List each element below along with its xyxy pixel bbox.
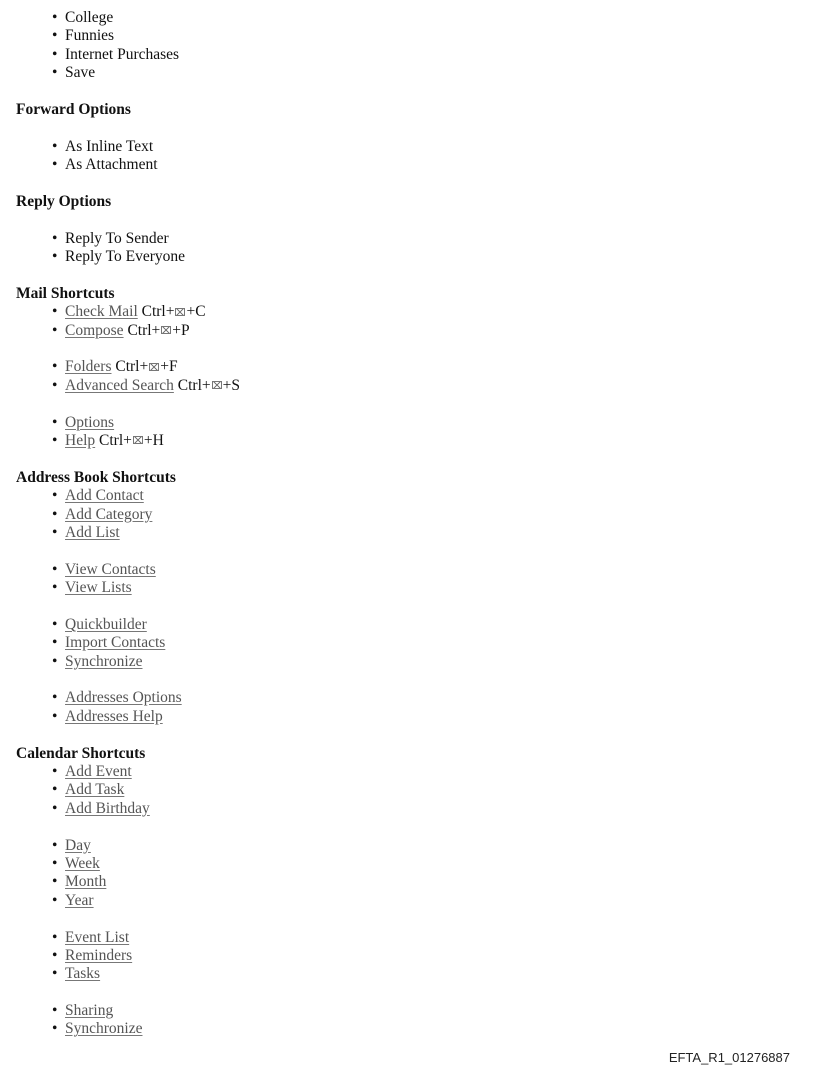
bullet: • — [52, 137, 58, 155]
bullet: • — [52, 64, 58, 82]
list-item — [16, 561, 800, 579]
bullet: • — [52, 615, 58, 633]
tasks-link[interactable]: Tasks — [65, 965, 101, 983]
spacer — [16, 450, 800, 468]
list-item — [16, 873, 800, 891]
import-contacts-link[interactable]: Import Contacts — [65, 634, 166, 652]
bullet: • — [52, 579, 58, 597]
document-body — [16, 9, 800, 1039]
spacer — [16, 542, 800, 560]
list-item — [16, 377, 800, 395]
check-mail-link[interactable]: Check Mail — [65, 303, 138, 321]
list-item — [16, 929, 800, 947]
list-item — [16, 524, 800, 542]
add-event-link[interactable]: Add Event — [65, 763, 132, 781]
bullet: • — [52, 928, 58, 946]
list-item — [16, 708, 800, 726]
bullet: • — [52, 689, 58, 707]
advanced-search-shortcut: Ctrl+ +S — [177, 376, 240, 394]
key-glyph-icon — [149, 363, 159, 371]
key-glyph-icon — [133, 436, 143, 444]
list-item[interactable] — [16, 248, 800, 266]
list-item[interactable] — [16, 230, 800, 248]
list-item[interactable] — [16, 156, 800, 174]
spacer — [16, 395, 800, 413]
spacer — [16, 910, 800, 928]
add-list-link[interactable]: Add List — [65, 523, 120, 541]
spacer — [16, 266, 800, 284]
spacer — [16, 119, 800, 137]
bullet: • — [52, 229, 58, 247]
month-link[interactable]: Month — [65, 873, 107, 891]
add-contact-link[interactable]: Add Contact — [65, 487, 144, 505]
list-item[interactable] — [16, 64, 800, 82]
week-link[interactable]: Week — [65, 854, 100, 872]
document-id-footer: EFTA_R1_01276887 — [668, 1050, 790, 1065]
add-task-link[interactable]: Add Task — [65, 781, 125, 799]
spacer — [16, 340, 800, 358]
bullet: • — [52, 303, 58, 321]
spacer — [16, 671, 800, 689]
bullet: • — [52, 27, 58, 45]
bullet: • — [52, 9, 58, 26]
bullet: • — [52, 523, 58, 541]
spacer — [16, 984, 800, 1002]
bullet: • — [52, 505, 58, 523]
folders-link[interactable]: Folders — [65, 358, 112, 376]
list-item — [16, 837, 800, 855]
addresses-help-link[interactable]: Addresses Help — [65, 707, 163, 725]
spacer — [16, 818, 800, 836]
list-item — [16, 947, 800, 965]
list-item — [16, 689, 800, 707]
list-item — [16, 800, 800, 818]
list-item — [16, 322, 800, 340]
list-item — [16, 965, 800, 983]
bullet: • — [52, 707, 58, 725]
address-book-shortcuts-heading: Address Book Shortcuts — [16, 468, 176, 486]
list-item — [16, 506, 800, 524]
add-category-link[interactable]: Add Category — [65, 505, 153, 523]
calendar-shortcuts-heading: Calendar Shortcuts — [16, 744, 146, 762]
compose-shortcut: Ctrl+ +P — [127, 321, 190, 339]
addresses-options-link[interactable]: Addresses Options — [65, 689, 182, 707]
options-link[interactable]: Options — [65, 413, 115, 431]
bullet: • — [52, 560, 58, 578]
list-item — [16, 414, 800, 432]
spacer — [16, 598, 800, 616]
bullet: • — [52, 358, 58, 376]
bullet: • — [52, 946, 58, 964]
bullet: • — [52, 836, 58, 854]
year-link[interactable]: Year — [65, 891, 94, 909]
reply-to-everyone[interactable]: Reply To Everyone — [65, 248, 186, 266]
bullet: • — [52, 891, 58, 909]
spacer — [16, 211, 800, 229]
list-item — [16, 1002, 800, 1020]
list-item-save[interactable]: Save — [65, 64, 96, 82]
list-item — [16, 892, 800, 910]
bullet: • — [52, 965, 58, 983]
bullet: • — [52, 156, 58, 174]
add-birthday-link[interactable]: Add Birthday — [65, 799, 150, 817]
bullet: • — [52, 634, 58, 652]
bullet: • — [52, 487, 58, 505]
quickbuilder-link[interactable]: Quickbuilder — [65, 615, 147, 633]
list-item — [16, 1020, 800, 1038]
forward-as-attachment[interactable]: As Attachment — [65, 156, 158, 174]
bullet: • — [52, 413, 58, 431]
spacer — [16, 175, 800, 193]
advanced-search-link[interactable]: Advanced Search — [65, 376, 174, 394]
list-item — [16, 303, 800, 321]
bullet: • — [52, 781, 58, 799]
bullet: • — [52, 431, 58, 449]
list-item[interactable] — [16, 27, 800, 45]
key-glyph-icon — [175, 308, 185, 316]
key-glyph-icon — [212, 381, 222, 389]
forward-options-heading: Forward Options — [16, 100, 131, 118]
list-item — [16, 653, 800, 671]
help-link[interactable]: Help — [65, 431, 96, 449]
list-item[interactable] — [16, 46, 800, 64]
reply-options-heading: Reply Options — [16, 192, 112, 210]
event-list-link[interactable]: Event List — [65, 928, 130, 946]
list-item — [16, 763, 800, 781]
mail-shortcuts-heading: Mail Shortcuts — [16, 284, 115, 302]
help-shortcut: Ctrl+ +H — [99, 431, 164, 449]
list-item-internet-purchases[interactable]: Internet Purchases — [65, 45, 180, 63]
compose-link[interactable]: Compose — [65, 321, 124, 339]
key-glyph-icon — [161, 326, 171, 334]
folders-shortcut: Ctrl+ +F — [115, 358, 178, 376]
bullet: • — [52, 321, 58, 339]
reminders-link[interactable]: Reminders — [65, 946, 133, 964]
forward-as-inline-text[interactable]: As Inline Text — [65, 137, 154, 155]
calendar-synchronize-link[interactable]: Synchronize — [65, 1020, 143, 1038]
list-item[interactable] — [16, 138, 800, 156]
bullet: • — [52, 1020, 58, 1038]
list-item — [16, 579, 800, 597]
spacer — [16, 726, 800, 744]
reply-to-sender[interactable]: Reply To Sender — [65, 229, 169, 247]
list-item-funnies[interactable]: Funnies — [65, 27, 115, 45]
address-synchronize-link[interactable]: Synchronize — [65, 652, 143, 670]
bullet: • — [52, 854, 58, 872]
list-item-college[interactable]: College — [65, 9, 114, 26]
spacer — [16, 83, 800, 101]
check-mail-shortcut: Ctrl+ +C — [141, 303, 206, 321]
bullet: • — [52, 873, 58, 891]
bullet: • — [52, 1002, 58, 1020]
bullet: • — [52, 248, 58, 266]
bullet: • — [52, 376, 58, 394]
bullet: • — [52, 45, 58, 63]
bullet: • — [52, 763, 58, 781]
list-item — [16, 616, 800, 634]
list-item — [16, 634, 800, 652]
list-item — [16, 781, 800, 799]
bullet: • — [52, 799, 58, 817]
view-lists-link[interactable]: View Lists — [65, 579, 132, 597]
sharing-link[interactable]: Sharing — [65, 1002, 114, 1020]
day-link[interactable]: Day — [65, 836, 91, 854]
list-item — [16, 487, 800, 505]
list-item — [16, 855, 800, 873]
bullet: • — [52, 652, 58, 670]
list-item[interactable] — [16, 9, 800, 27]
view-contacts-link[interactable]: View Contacts — [65, 560, 156, 578]
list-item — [16, 432, 800, 450]
list-item — [16, 358, 800, 376]
